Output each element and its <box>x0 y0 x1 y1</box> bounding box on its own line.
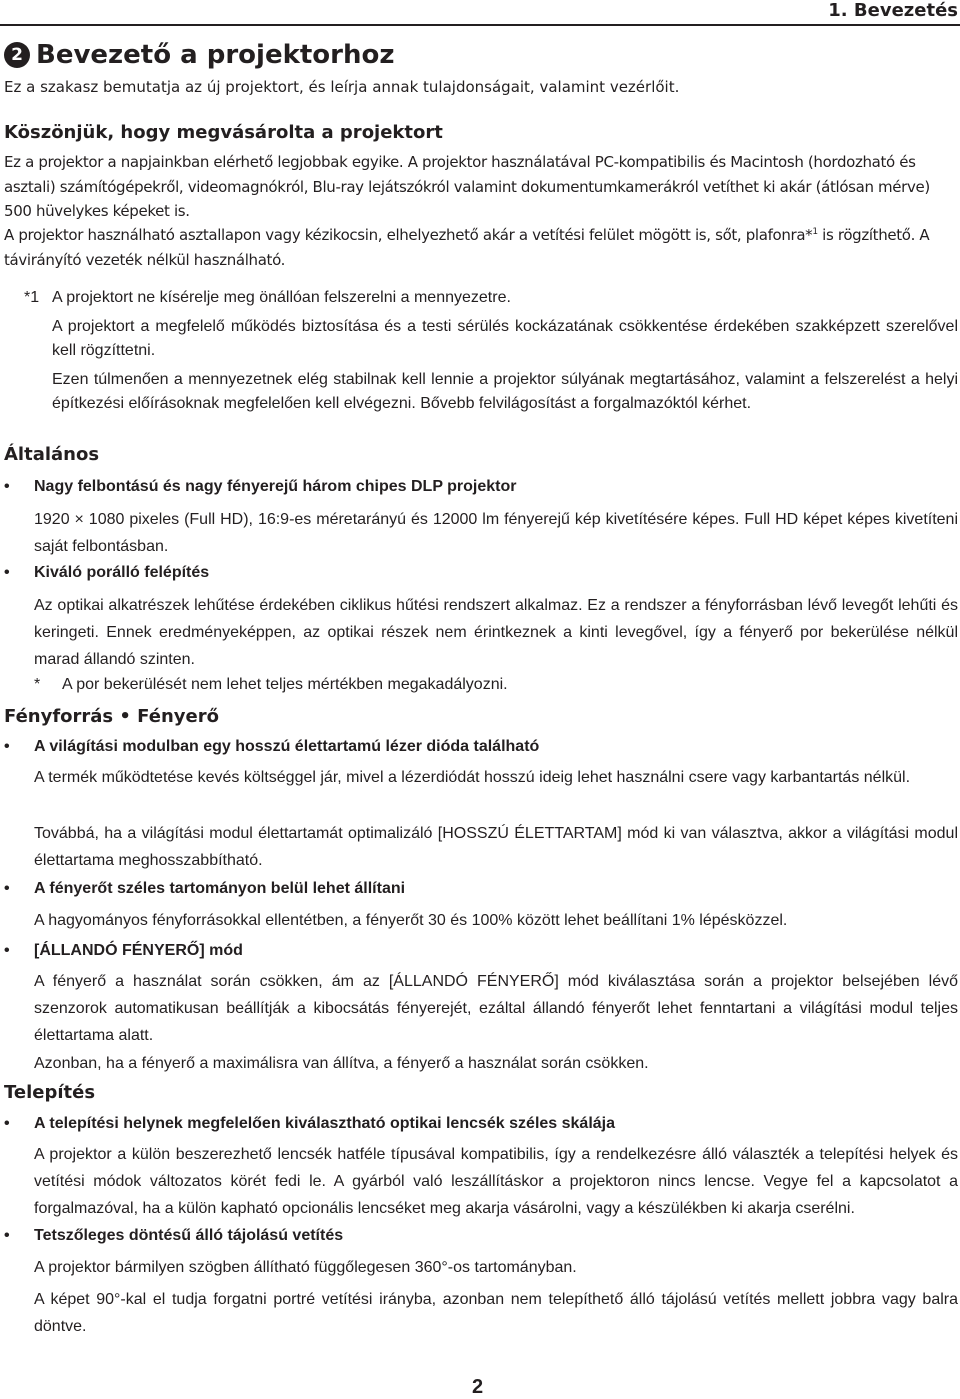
thanks-p2-start: A projektor használható asztallapon vagy kézikocsin, elhelyezhető akár a vetítési felület mögött is, sőt, plafonra* <box>4 226 813 244</box>
header-rule <box>0 24 960 26</box>
bullet-icon: • <box>4 880 10 897</box>
section-number-badge: 2 <box>4 42 30 68</box>
chapter-header: 1. Bevezetés <box>828 0 958 21</box>
general-bullet-1-text: 1920 × 1080 pixeles (Full HD), 16:9-es méretarányú és 12000 lm fényerejű kép kivetítésére képes. Full HD képet képes kivetíteni saját felbontásban. <box>34 511 958 555</box>
bullet-icon: • <box>4 478 10 495</box>
install-bullet-2-label: Tetszőleges döntésű álló tájolású vetítés <box>34 1227 344 1244</box>
bullet-icon: • <box>4 942 10 959</box>
intro-text: Ez a szakasz bemutatja az új projektort, és leírja annak tulajdonságait, valamint vezérlőit. <box>4 78 680 96</box>
install-bullet-2-text-1: A projektor bármilyen szögben állítható függőlegesen 360°-os tartományban. <box>34 1259 577 1276</box>
dust-note-mark: * <box>34 676 41 693</box>
thanks-heading: Köszönjük, hogy megvásárolta a projektort <box>4 122 443 143</box>
general-bullet-2-label: Kiváló porálló felépítés <box>34 564 210 581</box>
section-light-heading: Fényforrás • Fényerő <box>4 706 219 727</box>
bullet-icon: • <box>4 564 10 581</box>
footnote-mark: *1 <box>24 289 40 306</box>
general-bullet-2-text: Az optikai alkatrészek lehűtése érdekében ciklikus hűtési rendszert alkalmaz. Ez a rendszer a fényforrásban lévő levegőt lehűti és keringeti. Ennek eredményeképpen, az optikai részek nem érintkeznek a kinti levegővel, így a fényerő por bekerülése nélkül marad állandó szinten. <box>34 597 958 668</box>
bullet-icon: • <box>4 1115 10 1132</box>
page-title <box>4 40 395 70</box>
light-bullet-1-text-1: A termék működtetése kevés költséggel jár, mivel a lézerdiódát hosszú ideig lehet használni csere vagy karbantartás nélkül. <box>34 769 911 786</box>
section-general-heading: Általános <box>4 444 100 465</box>
general-bullet-1-label: Nagy felbontású és nagy fényerejű három chipes DLP projektor <box>34 478 517 495</box>
footnote-line-2: A projektort a megfelelő működés biztosítása és a testi sérülés kockázatának csökkentése érdekében szakképzett szerelővel kell rögzíttetni. <box>52 317 958 359</box>
page-title-text: Bevezető a projektorhoz <box>36 40 395 70</box>
bullet-icon: • <box>4 738 10 755</box>
light-bullet-3-text-1: A fényerő a használat során csökken, ám az [ÁLLANDÓ FÉNYERŐ] mód kiválasztása során a projektor belsejében lévő szenzorok automatikusan beállítják a kibocsátás fényerejét, ezáltal állandó fényerőt lehet fenntartani a világítási modul teljes élettartama alatt. <box>34 973 958 1044</box>
footnote-line-3: Ezen túlmenően a mennyezetnek elég stabilnak kell lennie a projektor súlyának megtartásához, valamint a felszerelést a helyi építkezési előírásoknak megfelelően kell elvégezni. Bővebb felvilágosítást a forgalmazóktól kérhet. <box>52 370 958 412</box>
light-bullet-2-text: A hagyományos fényforrásokkal ellentétben, a fényerőt 30 és 100% között lehet beállítani 1% lépésközzel. <box>34 912 788 929</box>
thanks-p2-end: is rögzíthető. A távirányító vezeték nélkül használható. <box>4 226 930 269</box>
install-bullet-1-text: A projektor a külön beszerezhető lencsék hatféle típusával kompatibilis, így a rendelkezésre álló választék a telepítési helyek és vetítési módok változatos körét fedi le. A gyárból való leszállításkor a projektoron nincs lencse. Vegye fel a kapcsolatot a forgalmazóval, ha a külön kapható opcionális lencséket meg akarja vásárolni, vagy a készülékben ki akarja cserélni. <box>34 1146 958 1217</box>
dust-note-text: A por bekerülését nem lehet teljes mértékben megakadályozni. <box>62 676 508 693</box>
light-bullet-2-label: A fényerőt széles tartományon belül lehet állítani <box>34 880 406 897</box>
light-bullet-1-text-2: Továbbá, ha a világítási modul élettartamát optimalizáló [HOSSZÚ ÉLETTARTAM] mód ki van választva, akkor a világítási modul élettartama meghosszabbítható. <box>34 825 958 869</box>
thanks-paragraph-2 <box>4 220 958 272</box>
light-bullet-3-text-2: Azonban, ha a fényerő a maximálisra van állítva, a fényerő a használat során csökken. <box>34 1055 649 1072</box>
footnote-ref: 1 <box>812 227 818 237</box>
section-install-heading: Telepítés <box>4 1082 96 1103</box>
thanks-paragraph-1: Ez a projektor a napjainkban elérhető legjobbak egyike. A projektor használatával PC-kompatibilis és Macintosh (hordozható és asztali) számítógépekről, videomagnókról, Blu-ray lejátszókról valamint dokumentumkamerákról vetíthet ki akár (átlósan mérve) 500 hüvelykes képeket is. <box>4 153 930 220</box>
footnote-line-1: A projektort ne kísérelje meg önállóan felszerelni a mennyezetre. <box>52 289 511 306</box>
bullet-icon: • <box>4 1227 10 1244</box>
page-number: 2 <box>472 1376 484 1398</box>
light-bullet-3-label: [ÁLLANDÓ FÉNYERŐ] mód <box>34 942 243 959</box>
install-bullet-2-text-2: A képet 90°-kal el tudja forgatni portré vetítési irányba, azonban nem telepíthető álló tájolású vetítés mellett jobbra vagy balra döntve. <box>34 1291 958 1335</box>
install-bullet-1-label: A telepítési helynek megfelelően kiválasztható optikai lencsék széles skálája <box>34 1115 616 1132</box>
footnote <box>24 286 958 417</box>
light-bullet-1-label: A világítási modulban egy hosszú élettartamú lézer dióda található <box>34 738 540 755</box>
